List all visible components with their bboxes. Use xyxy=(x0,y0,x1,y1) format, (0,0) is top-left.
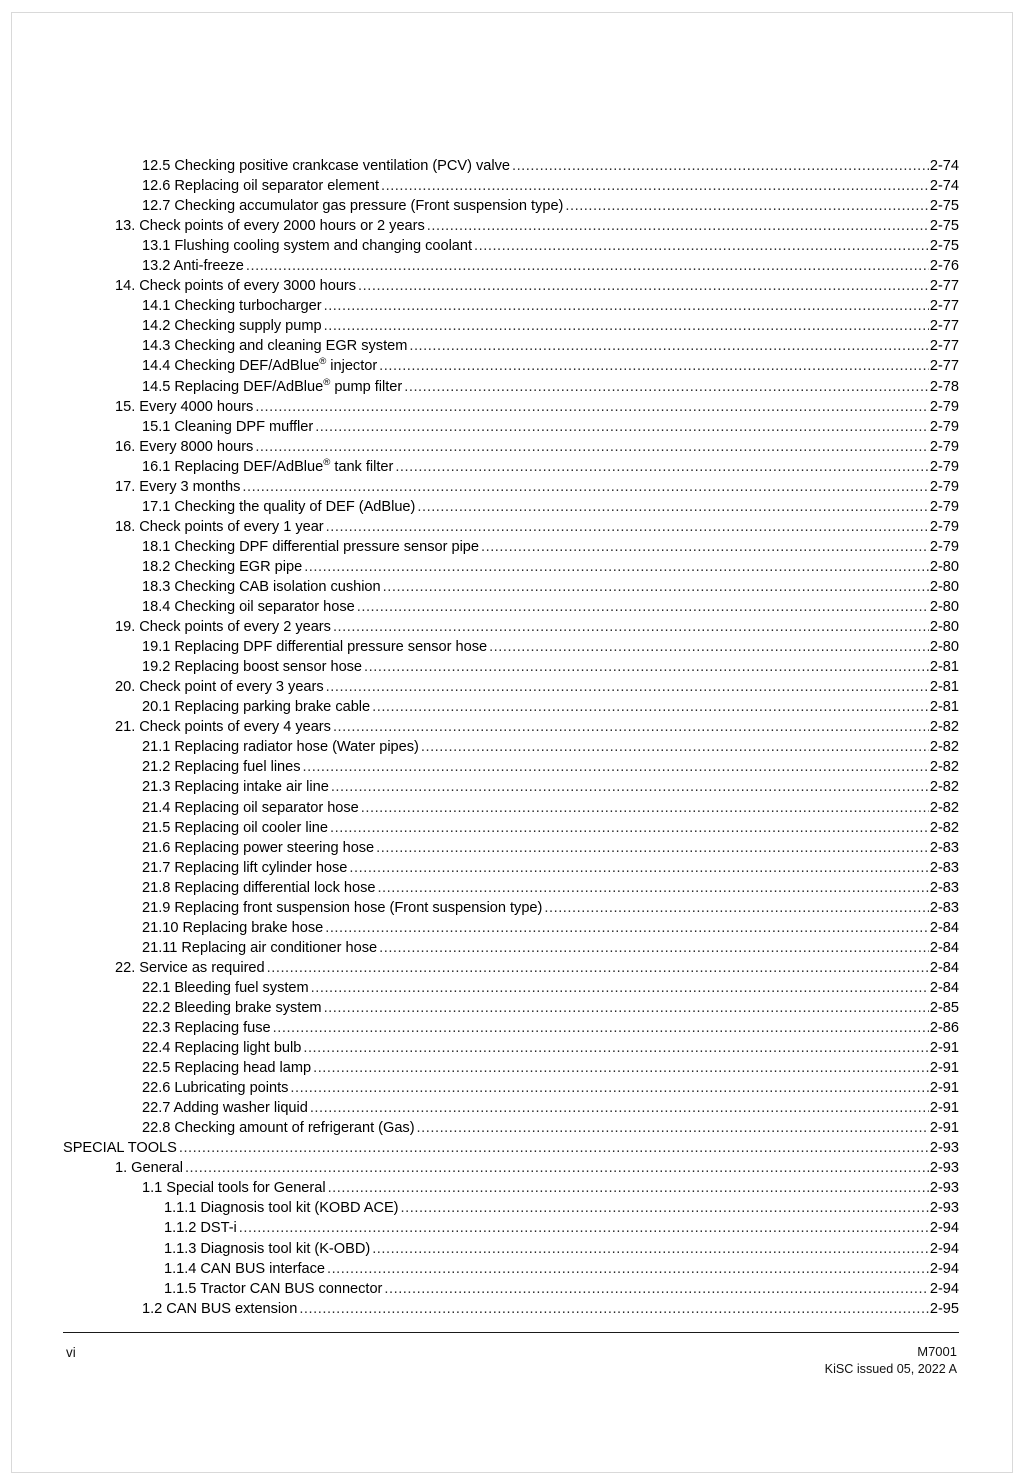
toc-entry[interactable] xyxy=(63,1038,959,1058)
toc-entry-label: 21.5 Replacing oil cooler line xyxy=(142,819,328,836)
toc-entry-page: 2-93 xyxy=(929,1140,959,1157)
toc-leader-dots xyxy=(409,336,929,356)
toc-entry-label: 15.1 Cleaning DPF muffler xyxy=(142,418,314,435)
toc-entry-page: 2-79 xyxy=(929,478,959,495)
registered-trademark-icon: ® xyxy=(319,356,327,368)
toc-entry-label: 21.10 Replacing brake hose xyxy=(142,919,324,936)
toc-entry-page: 2-91 xyxy=(929,1080,959,1097)
toc-entry-label: 14. Check points of every 3000 hours xyxy=(115,278,357,295)
toc-entry[interactable] xyxy=(63,697,959,717)
toc-entry-label: 22.8 Checking amount of refrigerant (Gas) xyxy=(142,1120,415,1137)
toc-leader-dots xyxy=(324,316,929,336)
toc-leader-dots xyxy=(427,216,929,236)
toc-entry[interactable] xyxy=(63,737,959,757)
toc-entry[interactable] xyxy=(63,1018,959,1038)
toc-entry[interactable] xyxy=(63,437,959,457)
toc-leader-dots xyxy=(327,1259,929,1279)
toc-entry[interactable] xyxy=(63,377,959,397)
toc-leader-dots xyxy=(246,256,929,276)
toc-leader-dots xyxy=(273,1018,929,1038)
toc-leader-dots xyxy=(330,818,929,838)
toc-entry-label: 16.1 Replacing DEF/AdBlue® tank filter xyxy=(142,456,394,475)
toc-entry-label: 22.5 Replacing head lamp xyxy=(142,1060,312,1077)
toc-leader-dots xyxy=(381,176,929,196)
toc-entry[interactable] xyxy=(63,637,959,657)
toc-entry[interactable] xyxy=(63,617,959,637)
toc-entry[interactable] xyxy=(63,316,959,336)
toc-entry-page: 2-74 xyxy=(929,178,959,195)
toc-leader-dots xyxy=(311,978,929,998)
toc-entry-label: 18.1 Checking DPF differential pressure sensor pipe xyxy=(142,538,479,555)
toc-entry-page: 2-86 xyxy=(929,1020,959,1037)
toc-entry-label: 21.7 Replacing lift cylinder hose xyxy=(142,859,348,876)
toc-entry-page: 2-74 xyxy=(929,158,959,174)
toc-entry-label: 1.1.1 Diagnosis tool kit (KOBD ACE) xyxy=(164,1200,399,1217)
toc-entry-page: 2-79 xyxy=(929,518,959,535)
toc-entry[interactable] xyxy=(63,457,959,477)
toc-entry-label: 19. Check points of every 2 years xyxy=(115,619,331,636)
toc-entry-label: 21.4 Replacing oil separator hose xyxy=(142,799,359,816)
toc-entry-label: 18.3 Checking CAB isolation cushion xyxy=(142,578,381,595)
toc-entry[interactable] xyxy=(63,798,959,818)
toc-entry-page: 2-93 xyxy=(929,1200,959,1217)
toc-leader-dots xyxy=(489,637,929,657)
toc-entry-label: 18.2 Checking EGR pipe xyxy=(142,558,303,575)
toc-entry-page: 2-83 xyxy=(929,899,959,916)
toc-leader-dots xyxy=(395,457,929,477)
toc-entry[interactable] xyxy=(63,1279,959,1299)
toc-entry-label: 21.3 Replacing intake air line xyxy=(142,779,329,796)
toc-entry[interactable] xyxy=(63,757,959,777)
toc-entry-page: 2-84 xyxy=(929,939,959,956)
toc-entry-page: 2-84 xyxy=(929,979,959,996)
toc-entry[interactable] xyxy=(63,858,959,878)
toc-entry-page: 2-82 xyxy=(929,799,959,816)
toc-entry[interactable] xyxy=(63,176,959,196)
toc-entry-page: 2-79 xyxy=(929,498,959,515)
toc-entry-label: 18.4 Checking oil separator hose xyxy=(142,599,355,616)
toc-entry-page: 2-82 xyxy=(929,739,959,756)
toc-entry-label: 13. Check points of every 2000 hours or 2 years xyxy=(115,218,425,235)
toc-leader-dots xyxy=(421,737,929,757)
toc-entry[interactable] xyxy=(63,818,959,838)
document-id: M7001 xyxy=(917,1344,957,1359)
toc-entry-label: 22. Service as required xyxy=(115,959,265,976)
toc-leader-dots xyxy=(358,276,929,296)
toc-entry-label: 20.1 Replacing parking brake cable xyxy=(142,699,371,716)
toc-entry[interactable] xyxy=(63,417,959,437)
toc-entry-label: 22.6 Lubricating points xyxy=(142,1080,289,1097)
toc-leader-dots xyxy=(357,597,929,617)
toc-leader-dots xyxy=(404,377,929,397)
toc-leader-dots xyxy=(325,918,929,938)
toc-entry[interactable] xyxy=(63,236,959,256)
toc-entry-page: 2-77 xyxy=(929,298,959,315)
toc-entry-page: 2-80 xyxy=(929,558,959,575)
toc-entry-page: 2-82 xyxy=(929,779,959,796)
toc-entry-label: 12.7 Checking accumulator gas pressure (Front suspension type) xyxy=(142,198,564,215)
toc-leader-dots xyxy=(379,356,929,376)
toc-leader-dots xyxy=(299,1299,929,1319)
toc-leader-dots xyxy=(267,958,929,978)
toc-entry[interactable] xyxy=(63,1239,959,1259)
toc-entry-label: 1. General xyxy=(115,1160,183,1177)
toc-leader-dots xyxy=(349,858,928,878)
toc-entry[interactable] xyxy=(63,276,959,296)
toc-entry-page: 2-75 xyxy=(929,238,959,255)
registered-trademark-icon: ® xyxy=(323,376,331,388)
toc-leader-dots xyxy=(417,497,928,517)
toc-entry-page: 2-85 xyxy=(929,999,959,1016)
toc-entry[interactable] xyxy=(63,717,959,737)
toc-entry-page: 2-79 xyxy=(929,438,959,455)
toc-entry[interactable] xyxy=(63,517,959,537)
toc-leader-dots xyxy=(326,677,929,697)
toc-entry-label: 21.2 Replacing fuel lines xyxy=(142,759,301,776)
toc-entry-page: 2-91 xyxy=(929,1040,959,1057)
toc-entry[interactable] xyxy=(63,196,959,216)
document-footer xyxy=(825,1343,957,1378)
toc-leader-dots xyxy=(377,878,928,898)
toc-entry[interactable] xyxy=(63,557,959,577)
toc-entry-page: 2-94 xyxy=(929,1220,959,1237)
toc-entry-label: 14.3 Checking and cleaning EGR system xyxy=(142,338,408,355)
toc-entry-label: 22.3 Replacing fuse xyxy=(142,1020,271,1037)
toc-leader-dots xyxy=(303,1038,929,1058)
toc-entry[interactable] xyxy=(63,1078,959,1098)
toc-entry[interactable] xyxy=(63,1299,959,1319)
toc-entry-label: 21. Check points of every 4 years xyxy=(115,719,331,736)
toc-entry-label: 21.11 Replacing air conditioner hose xyxy=(142,939,378,956)
toc-entry[interactable] xyxy=(63,838,959,858)
toc-entry-label: 1.1.4 CAN BUS interface xyxy=(164,1260,325,1277)
toc-entry-page: 2-75 xyxy=(929,198,959,215)
toc-entry-page: 2-84 xyxy=(929,959,959,976)
toc-entry[interactable] xyxy=(63,1098,959,1118)
toc-entry-label: 22.2 Bleeding brake system xyxy=(142,999,322,1016)
toc-entry-label: 1.1.2 DST-i xyxy=(164,1220,237,1237)
toc-entry-label: 21.6 Replacing power steering hose xyxy=(142,839,375,856)
toc-entry-page: 2-82 xyxy=(929,819,959,836)
toc-entry[interactable] xyxy=(63,677,959,697)
footer-divider xyxy=(63,1332,959,1333)
toc-leader-dots xyxy=(361,798,929,818)
toc-entry[interactable] xyxy=(63,256,959,276)
toc-leader-dots xyxy=(379,938,929,958)
page-number: vi xyxy=(66,1345,76,1360)
toc-entry-label: 14.1 Checking turbocharger xyxy=(142,298,322,315)
toc-entry-page: 2-79 xyxy=(929,398,959,415)
toc-entry-page: 2-80 xyxy=(929,578,959,595)
toc-leader-dots xyxy=(303,757,929,777)
toc-entry-page: 2-91 xyxy=(929,1120,959,1137)
toc-leader-dots xyxy=(333,717,929,737)
toc-entry-label: 13.2 Anti-freeze xyxy=(142,258,244,275)
toc-entry-label: 15. Every 4000 hours xyxy=(115,398,254,415)
toc-entry-page: 2-81 xyxy=(929,679,959,696)
toc-entry[interactable] xyxy=(63,1259,959,1279)
toc-entry-page: 2-81 xyxy=(929,659,959,676)
toc-entry-label: 18. Check points of every 1 year xyxy=(115,518,324,535)
toc-entry-label: 19.2 Replacing boost sensor hose xyxy=(142,659,363,676)
toc-entry-page: 2-91 xyxy=(929,1060,959,1077)
toc-leader-dots xyxy=(364,657,929,677)
toc-entry-label: 1.1.3 Diagnosis tool kit (K-OBD) xyxy=(164,1240,371,1257)
toc-entry-page: 2-77 xyxy=(929,318,959,335)
toc-entry-page: 2-91 xyxy=(929,1100,959,1117)
toc-entry-label: 22.1 Bleeding fuel system xyxy=(142,979,309,996)
toc-leader-dots xyxy=(512,156,929,176)
toc-entry[interactable] xyxy=(63,537,959,557)
toc-entry-page: 2-83 xyxy=(929,859,959,876)
toc-leader-dots xyxy=(179,1138,929,1158)
toc-entry-label: 20. Check point of every 3 years xyxy=(115,679,324,696)
toc-leader-dots xyxy=(242,477,928,497)
toc-entry-page: 2-77 xyxy=(929,358,959,375)
toc-leader-dots xyxy=(383,577,929,597)
toc-leader-dots xyxy=(474,236,929,256)
toc-entry-label: 21.1 Replacing radiator hose (Water pipes) xyxy=(142,739,419,756)
toc-entry-page: 2-93 xyxy=(929,1180,959,1197)
toc-entry-label: SPECIAL TOOLS xyxy=(63,1140,177,1157)
toc-leader-dots xyxy=(255,397,929,417)
toc-leader-dots xyxy=(384,1279,928,1299)
toc-entry[interactable] xyxy=(63,1058,959,1078)
toc-entry-label: 22.7 Adding washer liquid xyxy=(142,1100,308,1117)
toc-entry[interactable] xyxy=(63,1138,959,1158)
toc-entry-label: 1.1 Special tools for General xyxy=(142,1180,326,1197)
toc-entry-page: 2-76 xyxy=(929,258,959,275)
toc-leader-dots xyxy=(326,517,929,537)
toc-leader-dots xyxy=(481,537,929,557)
toc-leader-dots xyxy=(328,1178,929,1198)
toc-entry-page: 2-80 xyxy=(929,639,959,656)
toc-entry-label: 12.6 Replacing oil separator element xyxy=(142,178,379,195)
toc-entry[interactable] xyxy=(63,497,959,517)
toc-entry[interactable] xyxy=(63,356,959,376)
toc-entry[interactable] xyxy=(63,1158,959,1178)
toc-entry[interactable] xyxy=(63,1178,959,1198)
toc-entry-label: 1.2 CAN BUS extension xyxy=(142,1300,298,1317)
toc-leader-dots xyxy=(255,437,929,457)
toc-entry[interactable] xyxy=(63,156,959,176)
toc-leader-dots xyxy=(324,296,929,316)
toc-leader-dots xyxy=(376,838,929,858)
toc-entry[interactable] xyxy=(63,898,959,918)
toc-entry-page: 2-80 xyxy=(929,619,959,636)
registered-trademark-icon: ® xyxy=(323,456,331,468)
toc-entry-label: 17.1 Checking the quality of DEF (AdBlue) xyxy=(142,498,416,515)
toc-entry[interactable] xyxy=(63,777,959,797)
toc-entry-page: 2-95 xyxy=(929,1300,959,1317)
toc-entry-page: 2-93 xyxy=(929,1160,959,1177)
toc-leader-dots xyxy=(372,1239,929,1259)
toc-entry[interactable] xyxy=(63,918,959,938)
toc-entry[interactable] xyxy=(63,296,959,316)
toc-entry-page: 2-79 xyxy=(929,538,959,555)
toc-entry-page: 2-78 xyxy=(929,378,959,395)
toc-entry-label: 12.5 Checking positive crankcase ventilation (PCV) valve xyxy=(142,158,510,174)
toc-leader-dots xyxy=(333,617,929,637)
toc-entry-label: 19.1 Replacing DPF differential pressure sensor hose xyxy=(142,639,488,656)
toc-entry-label: 17. Every 3 months xyxy=(115,478,241,495)
toc-entry[interactable] xyxy=(63,878,959,898)
toc-entry-page: 2-82 xyxy=(929,759,959,776)
toc-entry-page: 2-79 xyxy=(929,458,959,475)
toc-entry-page: 2-81 xyxy=(929,699,959,716)
toc-entry-label: 21.9 Replacing front suspension hose (Front suspension type) xyxy=(142,899,543,916)
toc-leader-dots xyxy=(565,196,928,216)
toc-entry-page: 2-79 xyxy=(929,418,959,435)
toc-entry-page: 2-80 xyxy=(929,599,959,616)
toc-entry-page: 2-77 xyxy=(929,278,959,295)
toc-entry[interactable] xyxy=(63,397,959,417)
toc-leader-dots xyxy=(290,1078,928,1098)
toc-entry[interactable] xyxy=(63,597,959,617)
toc-entry[interactable] xyxy=(63,1118,959,1138)
toc-entry-label: 22.4 Replacing light bulb xyxy=(142,1040,302,1057)
toc-entry[interactable] xyxy=(63,1218,959,1238)
toc-entry-page: 2-84 xyxy=(929,919,959,936)
toc-leader-dots xyxy=(401,1198,929,1218)
table-of-contents xyxy=(63,156,959,1319)
toc-entry[interactable] xyxy=(63,978,959,998)
toc-leader-dots xyxy=(331,777,929,797)
toc-entry-page: 2-94 xyxy=(929,1280,959,1297)
document-issue-line: KiSC issued 05, 2022 A xyxy=(824,1361,957,1376)
toc-leader-dots xyxy=(304,557,929,577)
toc-entry-page: 2-94 xyxy=(929,1260,959,1277)
toc-entry[interactable] xyxy=(63,938,959,958)
toc-entry-page: 2-83 xyxy=(929,839,959,856)
toc-entry-page: 2-77 xyxy=(929,338,959,355)
toc-entry[interactable] xyxy=(63,336,959,356)
toc-leader-dots xyxy=(417,1118,929,1138)
toc-entry-page: 2-94 xyxy=(929,1240,959,1257)
toc-leader-dots xyxy=(310,1098,929,1118)
toc-leader-dots xyxy=(239,1218,929,1238)
toc-entry-label: 21.8 Replacing differential lock hose xyxy=(142,879,376,896)
toc-entry-label: 16. Every 8000 hours xyxy=(115,438,254,455)
toc-leader-dots xyxy=(544,898,928,918)
toc-entry[interactable] xyxy=(63,477,959,497)
toc-entry-page: 2-75 xyxy=(929,218,959,235)
toc-entry-label: 14.2 Checking supply pump xyxy=(142,318,322,335)
toc-entry-label: 1.1.5 Tractor CAN BUS connector xyxy=(164,1280,383,1297)
toc-entry-label: 13.1 Flushing cooling system and changing coolant xyxy=(142,238,473,255)
toc-entry[interactable] xyxy=(63,1198,959,1218)
toc-entry-label: 14.4 Checking DEF/AdBlue® injector xyxy=(142,356,378,375)
toc-entry-page: 2-82 xyxy=(929,719,959,736)
toc-entry-label: 14.5 Replacing DEF/AdBlue® pump filter xyxy=(142,376,403,395)
document-page xyxy=(11,12,1013,1473)
toc-leader-dots xyxy=(372,697,929,717)
toc-leader-dots xyxy=(315,417,929,437)
toc-entry[interactable] xyxy=(63,998,959,1018)
toc-entry[interactable] xyxy=(63,216,959,236)
toc-leader-dots xyxy=(185,1158,929,1178)
toc-leader-dots xyxy=(324,998,929,1018)
toc-entry-page: 2-83 xyxy=(929,879,959,896)
toc-entry[interactable] xyxy=(63,958,959,978)
toc-entry[interactable] xyxy=(63,657,959,677)
toc-entry[interactable] xyxy=(63,577,959,597)
toc-leader-dots xyxy=(313,1058,929,1078)
